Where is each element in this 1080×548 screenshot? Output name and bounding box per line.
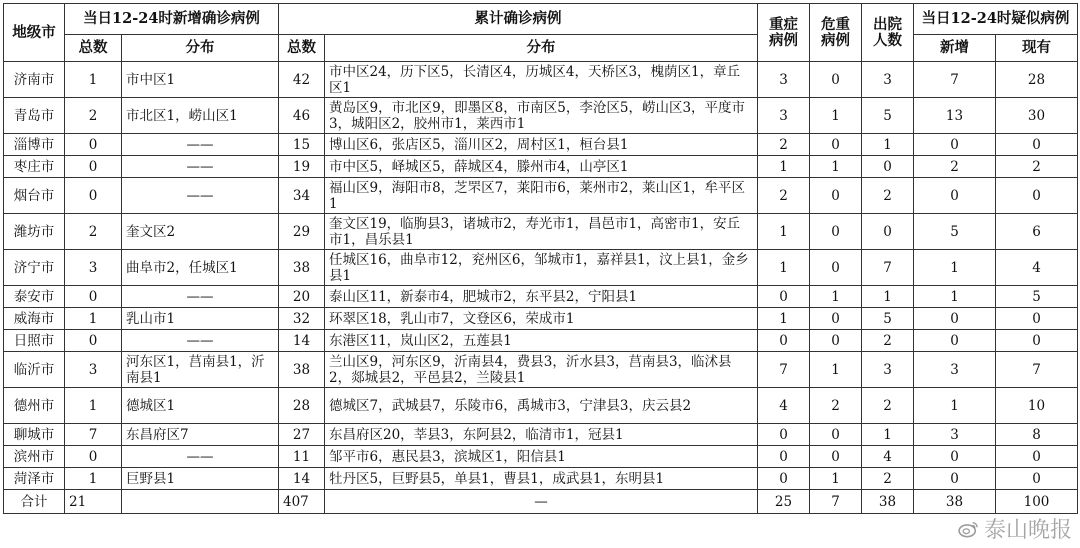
suspect-new-cell: 0 <box>914 178 996 214</box>
new-total-cell: 0 <box>65 286 122 308</box>
cum-total-cell: 11 <box>279 446 325 468</box>
total-severe: 25 <box>758 490 810 514</box>
severe-cell: 1 <box>758 308 810 330</box>
cum-total-cell: 42 <box>279 62 325 98</box>
total-suspect-current: 100 <box>996 490 1078 514</box>
cum-dist-cell: 环翠区18，乳山市7，文登区6，荣成市1 <box>325 308 758 330</box>
suspect-current-cell: 8 <box>996 424 1078 446</box>
total-label: 合计 <box>4 490 65 514</box>
table-row <box>4 352 1078 388</box>
cum-total-cell: 19 <box>279 156 325 178</box>
suspect-current-cell: 0 <box>996 308 1078 330</box>
suspect-current-cell: 2 <box>996 156 1078 178</box>
cum-dist-cell: 东港区11，岚山区2，五莲县1 <box>325 330 758 352</box>
suspect-current-cell: 4 <box>996 250 1078 286</box>
critical-cell: 0 <box>810 134 862 156</box>
table-row <box>4 178 1078 214</box>
suspect-new-cell: 0 <box>914 468 996 490</box>
city-cell: 菏泽市 <box>4 468 65 490</box>
cum-total-cell: 29 <box>279 214 325 250</box>
severe-cell: 1 <box>758 214 810 250</box>
new-dist-cell: —— <box>122 178 279 214</box>
critical-cell: 0 <box>810 178 862 214</box>
cum-dist-cell: 泰山区11，新泰市4，肥城市2，东平县2，宁阳县1 <box>325 286 758 308</box>
city-cell: 烟台市 <box>4 178 65 214</box>
cum-dist-cell: 东昌府区20，莘县3，东阿县2，临清市1，冠县1 <box>325 424 758 446</box>
critical-cell: 0 <box>810 62 862 98</box>
severe-cell: 7 <box>758 352 810 388</box>
total-discharged: 38 <box>862 490 914 514</box>
city-cell: 德州市 <box>4 388 65 424</box>
severe-cell: 1 <box>758 250 810 286</box>
suspect-new-cell: 0 <box>914 330 996 352</box>
new-total-cell: 0 <box>65 178 122 214</box>
severe-cell: 3 <box>758 98 810 134</box>
table-row <box>4 62 1078 98</box>
discharged-cell: 5 <box>862 308 914 330</box>
city-cell: 日照市 <box>4 330 65 352</box>
cum-total-cell: 20 <box>279 286 325 308</box>
cum-dist-cell: 德城区7，武城县7，乐陵市6，禹城市3，宁津县3，庆云县2 <box>325 388 758 424</box>
severe-cell: 1 <box>758 156 810 178</box>
cum-dist-cell: 福山区9，海阳市8，芝罘区7，莱阳市6，莱州市2，莱山区1，牟平区1 <box>325 178 758 214</box>
critical-cell: 2 <box>810 388 862 424</box>
total-cum-total: 407 <box>279 490 325 514</box>
discharged-cell: 0 <box>862 156 914 178</box>
severe-cell: 3 <box>758 62 810 98</box>
suspect-new-cell: 0 <box>914 308 996 330</box>
suspect-current-cell: 6 <box>996 214 1078 250</box>
new-dist-cell: 河东区1，莒南县1，沂南县1 <box>122 352 279 388</box>
table-row <box>4 388 1078 424</box>
total-suspect-new: 38 <box>914 490 996 514</box>
severe-cell: 2 <box>758 134 810 156</box>
cum-dist-cell: 任城区16，曲阜市12，兖州区6，邹城市1，嘉祥县1，汶上县1，金乡县1 <box>325 250 758 286</box>
city-cell: 济宁市 <box>4 250 65 286</box>
table-row <box>4 446 1078 468</box>
discharged-cell: 1 <box>862 286 914 308</box>
suspect-current-cell: 0 <box>996 134 1078 156</box>
discharged-cell: 3 <box>862 62 914 98</box>
city-cell: 淄博市 <box>4 134 65 156</box>
suspect-new-cell: 3 <box>914 424 996 446</box>
new-dist-cell: —— <box>122 446 279 468</box>
severe-cell: 4 <box>758 388 810 424</box>
severe-cell: 0 <box>758 424 810 446</box>
suspect-new-cell: 1 <box>914 250 996 286</box>
header-cum-total: 总数 <box>279 35 325 62</box>
new-total-cell: 7 <box>65 424 122 446</box>
critical-cell: 0 <box>810 308 862 330</box>
table-row <box>4 98 1078 134</box>
critical-cell: 0 <box>810 330 862 352</box>
table-row <box>4 156 1078 178</box>
discharged-cell: 1 <box>862 134 914 156</box>
suspect-current-cell: 0 <box>996 178 1078 214</box>
suspect-current-cell: 30 <box>996 98 1078 134</box>
header-suspect-current: 现有 <box>996 35 1078 62</box>
discharged-cell: 2 <box>862 330 914 352</box>
new-total-cell: 2 <box>65 214 122 250</box>
suspect-current-cell: 0 <box>996 330 1078 352</box>
cum-total-cell: 14 <box>279 468 325 490</box>
city-cell: 济南市 <box>4 62 65 98</box>
cum-dist-cell: 兰山区9，河东区9，沂南县4，费县3，沂水县3，莒南县3，临沭县2，郯城县2，平邑县2，兰陵县1 <box>325 352 758 388</box>
severe-cell: 0 <box>758 446 810 468</box>
cum-dist-cell: 市中区5，峄城区5，薛城区4，滕州市4，山亭区1 <box>325 156 758 178</box>
watermark-text: 泰山晚报 <box>983 518 1072 543</box>
new-dist-cell: 市北区1，崂山区1 <box>122 98 279 134</box>
header-discharged: 出院人数 <box>862 4 914 62</box>
total-critical: 7 <box>810 490 862 514</box>
cum-total-cell: 27 <box>279 424 325 446</box>
new-total-cell: 1 <box>65 308 122 330</box>
total-row <box>4 490 1078 514</box>
new-total-cell: 0 <box>65 330 122 352</box>
severe-cell: 0 <box>758 468 810 490</box>
table-row <box>4 468 1078 490</box>
new-total-cell: 3 <box>65 250 122 286</box>
cum-total-cell: 38 <box>279 352 325 388</box>
critical-cell: 0 <box>810 446 862 468</box>
cum-dist-cell: 牡丹区5，巨野县5，单县1，曹县1，成武县1，东明县1 <box>325 468 758 490</box>
severe-cell: 0 <box>758 330 810 352</box>
header-new-dist: 分布 <box>122 35 279 62</box>
critical-cell: 1 <box>810 468 862 490</box>
table-row <box>4 330 1078 352</box>
new-dist-cell: —— <box>122 156 279 178</box>
new-total-cell: 1 <box>65 388 122 424</box>
cum-total-cell: 14 <box>279 330 325 352</box>
discharged-cell: 0 <box>862 214 914 250</box>
discharged-cell: 2 <box>862 388 914 424</box>
total-new-dist-empty <box>122 490 279 514</box>
header-cum-group: 累计确诊病例 <box>279 4 758 35</box>
new-total-cell: 0 <box>65 446 122 468</box>
critical-cell: 0 <box>810 250 862 286</box>
total-cum-dist: — <box>325 490 758 514</box>
cum-total-cell: 46 <box>279 98 325 134</box>
cum-dist-cell: 奎文区19，临朐县3，诸城市2，寿光市1，昌邑市1，高密市1，安丘市1，昌乐县1 <box>325 214 758 250</box>
table-row <box>4 214 1078 250</box>
total-new-total: 21 <box>65 490 122 514</box>
new-dist-cell: 德城区1 <box>122 388 279 424</box>
cum-dist-cell: 黄岛区9，市北区9，即墨区8，市南区5，李沧区5，崂山区3，平度市3，城阳区2，胶州市1，莱西市1 <box>325 98 758 134</box>
city-cell: 聊城市 <box>4 424 65 446</box>
header-critical: 危重病例 <box>810 4 862 62</box>
suspect-new-cell: 1 <box>914 286 996 308</box>
suspect-new-cell: 5 <box>914 214 996 250</box>
discharged-cell: 4 <box>862 446 914 468</box>
discharged-cell: 2 <box>862 468 914 490</box>
table-row <box>4 286 1078 308</box>
new-dist-cell: —— <box>122 286 279 308</box>
header-severe: 重症病例 <box>758 4 810 62</box>
discharged-cell: 7 <box>862 250 914 286</box>
header-new-group: 当日12-24时新增确诊病例 <box>65 4 279 35</box>
discharged-cell: 1 <box>862 424 914 446</box>
suspect-current-cell: 0 <box>996 446 1078 468</box>
new-dist-cell: 乳山市1 <box>122 308 279 330</box>
suspect-new-cell: 13 <box>914 98 996 134</box>
severe-cell: 0 <box>758 286 810 308</box>
new-total-cell: 2 <box>65 98 122 134</box>
suspect-current-cell: 28 <box>996 62 1078 98</box>
table-row <box>4 250 1078 286</box>
suspect-new-cell: 7 <box>914 62 996 98</box>
cum-dist-cell: 博山区6，张店区5，淄川区2，周村区1，桓台县1 <box>325 134 758 156</box>
new-dist-cell: —— <box>122 330 279 352</box>
weibo-icon <box>958 520 980 538</box>
cum-total-cell: 34 <box>279 178 325 214</box>
city-cell: 泰安市 <box>4 286 65 308</box>
header-new-total: 总数 <box>65 35 122 62</box>
severe-cell: 2 <box>758 178 810 214</box>
cum-total-cell: 32 <box>279 308 325 330</box>
header-cum-dist: 分布 <box>325 35 758 62</box>
suspect-current-cell: 0 <box>996 468 1078 490</box>
city-cell: 威海市 <box>4 308 65 330</box>
new-dist-cell: 巨野县1 <box>122 468 279 490</box>
discharged-cell: 5 <box>862 98 914 134</box>
header-suspect-new: 新增 <box>914 35 996 62</box>
new-total-cell: 3 <box>65 352 122 388</box>
covid-cases-table <box>3 3 1078 514</box>
table-row <box>4 134 1078 156</box>
suspect-current-cell: 7 <box>996 352 1078 388</box>
city-cell: 滨州市 <box>4 446 65 468</box>
city-cell: 枣庄市 <box>4 156 65 178</box>
critical-cell: 0 <box>810 214 862 250</box>
suspect-current-cell: 5 <box>996 286 1078 308</box>
discharged-cell: 3 <box>862 352 914 388</box>
city-cell: 临沂市 <box>4 352 65 388</box>
new-dist-cell: 奎文区2 <box>122 214 279 250</box>
cum-dist-cell: 市中区24，历下区5，长清区4，历城区4，天桥区3，槐荫区1，章丘区1 <box>325 62 758 98</box>
table-row <box>4 424 1078 446</box>
new-dist-cell: 东昌府区7 <box>122 424 279 446</box>
new-total-cell: 1 <box>65 62 122 98</box>
new-total-cell: 0 <box>65 156 122 178</box>
new-dist-cell: 市中区1 <box>122 62 279 98</box>
critical-cell: 0 <box>810 424 862 446</box>
header-city: 地级市 <box>4 4 65 62</box>
new-total-cell: 0 <box>65 134 122 156</box>
suspect-current-cell: 10 <box>996 388 1078 424</box>
critical-cell: 1 <box>810 156 862 178</box>
cum-total-cell: 28 <box>279 388 325 424</box>
cum-total-cell: 38 <box>279 250 325 286</box>
critical-cell: 1 <box>810 98 862 134</box>
critical-cell: 1 <box>810 352 862 388</box>
suspect-new-cell: 0 <box>914 134 996 156</box>
critical-cell: 1 <box>810 286 862 308</box>
cum-dist-cell: 邹平市6，惠民县3，滨城区1，阳信县1 <box>325 446 758 468</box>
watermark <box>958 513 1072 544</box>
header-suspect-group: 当日12-24时疑似病例 <box>914 4 1078 35</box>
new-total-cell: 1 <box>65 468 122 490</box>
table-row <box>4 308 1078 330</box>
suspect-new-cell: 3 <box>914 352 996 388</box>
city-cell: 潍坊市 <box>4 214 65 250</box>
suspect-new-cell: 0 <box>914 446 996 468</box>
new-dist-cell: 曲阜市2，任城区1 <box>122 250 279 286</box>
table-body <box>4 62 1078 490</box>
new-dist-cell: —— <box>122 134 279 156</box>
suspect-new-cell: 1 <box>914 388 996 424</box>
discharged-cell: 2 <box>862 178 914 214</box>
suspect-new-cell: 2 <box>914 156 996 178</box>
city-cell: 青岛市 <box>4 98 65 134</box>
cum-total-cell: 15 <box>279 134 325 156</box>
